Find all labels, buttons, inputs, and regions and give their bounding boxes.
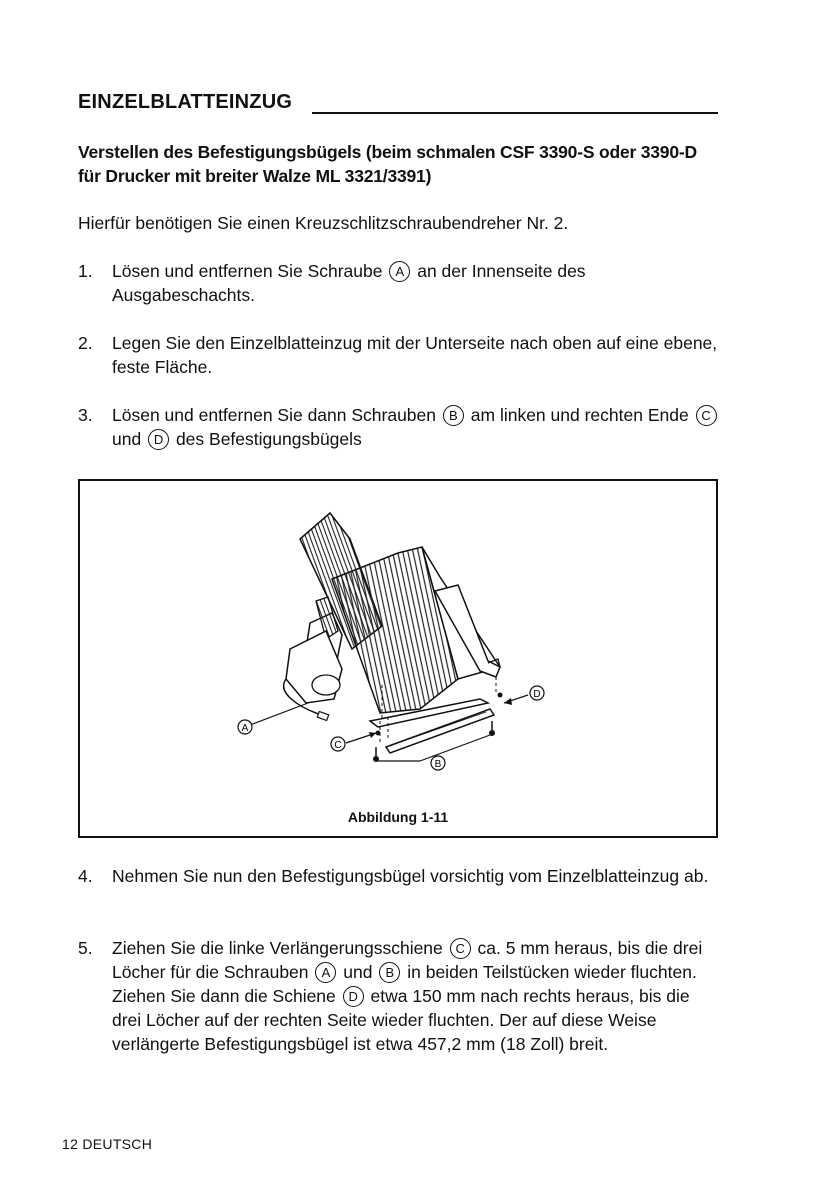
callout-marker-a: A (315, 962, 336, 983)
step-number: 5. (78, 938, 93, 958)
page-title: EINZELBLATTEINZUG (78, 91, 293, 113)
callout-marker-d: D (148, 429, 169, 450)
callout-c (331, 737, 345, 751)
step-number: 1. (78, 261, 93, 281)
step-text (112, 259, 722, 307)
figure-1-11 (78, 479, 718, 838)
step-number: 4. (78, 866, 93, 886)
page-footer: 12 DEUTSCH (62, 1136, 153, 1152)
callout-marker-c: C (696, 405, 717, 426)
step-text-part: ca. 5 mm heraus, bis die drei Löcher für die Schrauben (112, 938, 703, 982)
callout-label-c: C (334, 740, 342, 751)
step-text-part: an der Innenseite des Ausgabeschachts. (112, 261, 586, 305)
step-number: 3. (78, 405, 93, 425)
heading-rule (312, 112, 718, 114)
callout-label-b: B (434, 759, 442, 770)
subheading: Verstellen des Befestigungsbügels (beim schmalen CSF 3390-S oder 3390-D für Drucker mit breiter Walze ML 3321/3391) (78, 142, 697, 186)
step-text-part: Ziehen Sie die linke Verlängerungsschiene (112, 938, 443, 958)
callout-a (238, 720, 252, 734)
step-text: Legen Sie den Einzelblatteinzug mit der Unterseite nach oben auf eine ebene, feste Fläche. (112, 333, 718, 377)
callout-label-a: A (241, 723, 249, 734)
intro-paragraph: Hierfür benötigen Sie einen Kreuzschlitzschraubendreher Nr. 2. (78, 213, 569, 233)
sheet-feeder-illustration (80, 481, 716, 836)
step-number: 2. (78, 333, 93, 353)
step-text-part: am linken und rechten Ende (470, 405, 689, 425)
callout-b (431, 756, 445, 770)
callout-marker-b: B (443, 405, 464, 426)
callout-marker-a: A (389, 261, 410, 282)
step-text (112, 936, 722, 1056)
step-text-part: des Befestigungsbügels (175, 429, 362, 449)
left-side-unit (284, 597, 342, 721)
section-heading (78, 91, 718, 117)
step-text-part: und (343, 962, 373, 982)
callout-d (530, 686, 544, 700)
step-text-part: Lösen und entfernen Sie dann Schrauben (112, 405, 437, 425)
callout-marker-c: C (450, 938, 471, 959)
step-text-part: etwa 150 mm nach rechts heraus, bis die drei Löcher auf der rechten Seite wieder fluchten. Der auf diese Weise verlängerte Befestigungsbügel ist etwa 457,2 mm (18 Zoll) breit. (112, 986, 690, 1054)
step-text-part: und (112, 429, 142, 449)
step-text: Nehmen Sie nun den Befestigungsbügel vorsichtig vom Einzelblatteinzug ab. (112, 866, 709, 886)
callout-marker-d: D (343, 986, 364, 1007)
callout-marker-b: B (379, 962, 400, 983)
callout-label-d: D (533, 689, 541, 700)
step-text-part: Lösen und entfernen Sie Schraube (112, 261, 383, 281)
step-text-part: in beiden Teilstücken wieder fluchten. Ziehen Sie dann die Schiene (112, 962, 697, 1006)
figure-caption: Abbildung 1-11 (347, 809, 449, 825)
step-text (112, 403, 722, 451)
